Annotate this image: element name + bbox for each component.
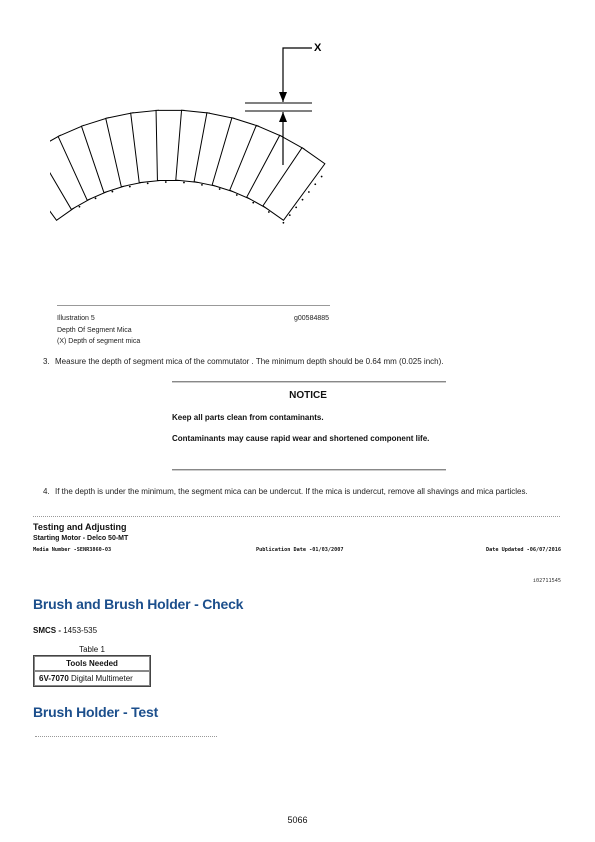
notice-bottom-rule [172, 469, 446, 471]
mica-stipple [268, 211, 270, 213]
part-number: 6V-7070 [39, 674, 69, 683]
mica-stipple [111, 191, 113, 193]
doc-id: i02711545 [532, 578, 561, 584]
mica-stipple [165, 181, 167, 183]
short-divider [35, 736, 217, 737]
notice-line-2: Contaminants may cause rapid wear and shortened component life. [172, 434, 430, 443]
caption-divider [57, 305, 330, 306]
mica-stipple [147, 183, 149, 185]
illustration-id: g00584885 [294, 315, 330, 322]
notice-top-rule [172, 381, 446, 383]
mica-stipple [295, 206, 297, 208]
mica-stipple [314, 183, 316, 185]
mica-stipple [289, 214, 291, 216]
tools-table-row [34, 671, 150, 686]
illustration-title: Depth Of Segment Mica [57, 327, 132, 334]
mica-stipple [129, 186, 131, 188]
smcs-line [33, 626, 97, 635]
commutator-mica-illustration [50, 30, 340, 230]
notice-title: NOTICE [289, 390, 327, 401]
notice-line-1: Keep all parts clean from contaminants. [172, 413, 324, 422]
table-caption: Table 1 [79, 645, 105, 654]
mica-stipple [183, 182, 185, 184]
mica-stipple [219, 188, 221, 190]
section-divider [33, 516, 560, 517]
page-number: 5066 [287, 815, 308, 825]
section-title-brush-holder-test: Brush Holder - Test [33, 704, 159, 720]
media-number: Media Number -SENR3860-03 [33, 547, 112, 553]
step-3-text: Measure the depth of segment mica of the commutator . The minimum depth should be 0.64 mm (0.025 inch). [55, 357, 444, 366]
mica-stipple [302, 199, 304, 201]
smcs-label: SMCS - [33, 626, 61, 635]
step-4-text: If the depth is under the minimum, the segment mica can be undercut. If the mica is undercut, remove all shavings and mica particles. [55, 487, 528, 496]
mica-stipple [252, 202, 254, 204]
mica-stipple [95, 197, 97, 199]
mica-stipple [79, 206, 81, 208]
tools-table [33, 655, 151, 687]
part-name: Digital Multimeter [71, 674, 133, 683]
doc-section-title: Testing and Adjusting [33, 522, 127, 532]
step-4-number: 4. [43, 487, 50, 496]
mica-stipple [201, 184, 203, 186]
mica-stipple [236, 194, 238, 196]
section-title-brush-check: Brush and Brush Holder - Check [33, 596, 244, 612]
mica-stipple [283, 222, 285, 224]
mica-stipple [321, 176, 323, 178]
tools-table-header: Tools Needed [34, 656, 150, 671]
mica-stipple [308, 191, 310, 193]
smcs-value: 1453-535 [63, 626, 98, 635]
date-updated: Date Updated -06/07/2016 [486, 547, 561, 553]
illustration-legend: (X) Depth of segment mica [57, 338, 141, 345]
publication-date: Publication Date -01/03/2007 [256, 547, 344, 553]
illustration-number: Illustration 5 [57, 315, 95, 322]
step-3-number: 3. [43, 357, 50, 366]
doc-subtitle: Starting Motor - Delco 50-MT [33, 535, 129, 542]
callout-x-label: X [314, 42, 322, 54]
